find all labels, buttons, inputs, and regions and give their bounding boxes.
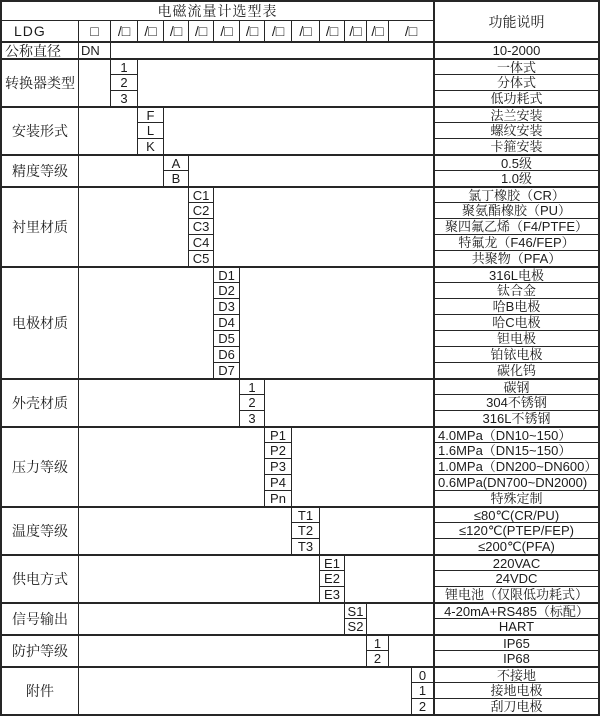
desc-cell: 分体式: [433, 74, 598, 90]
desc-cell: 聚四氟乙烯（F4/PTFE）: [433, 218, 598, 234]
blank-cell: [319, 506, 433, 554]
blank-cell: [366, 602, 433, 634]
model-prefix: LDG: [2, 20, 78, 41]
blank-cell: [291, 426, 433, 506]
group-label: 精度等级: [2, 154, 78, 186]
model-code-slot: /□: [213, 20, 239, 41]
desc-cell: 4-20mA+RS485（标配）: [433, 602, 598, 618]
code-cell: 3: [110, 90, 137, 106]
desc-cell: 铂铱电极: [433, 346, 598, 362]
blank-cell: [78, 154, 163, 186]
code-cell: 2: [411, 698, 433, 714]
code-cell: C5: [188, 250, 213, 266]
desc-cell: 1.6MPa（DN15~150）: [433, 442, 598, 458]
model-code-slot: /□: [110, 20, 137, 41]
code-cell: C4: [188, 234, 213, 250]
model-code-slot: /□: [366, 20, 388, 41]
desc-cell: ≤120℃(PTEP/FEP): [433, 522, 598, 538]
model-code-slot: /□: [188, 20, 213, 41]
blank-cell: [344, 554, 433, 602]
code-cell: C1: [188, 186, 213, 202]
code-cell: 2: [366, 650, 388, 666]
dn-blank: [110, 41, 433, 58]
code-cell: A: [163, 154, 188, 170]
desc-cell: 接地电极: [433, 682, 598, 698]
code-cell: D4: [213, 314, 239, 330]
desc-cell: ≤200℃(PFA): [433, 538, 598, 554]
code-cell: D6: [213, 346, 239, 362]
code-cell: 1: [366, 634, 388, 650]
blank-cell: [78, 58, 110, 106]
model-code-slot: /□: [388, 20, 433, 41]
model-code-slot: /□: [264, 20, 291, 41]
desc-cell: 聚氨酯橡胶（PU）: [433, 202, 598, 218]
function-column-header: 功能说明: [433, 2, 598, 41]
group-label: 外壳材质: [2, 378, 78, 426]
desc-cell: 24VDC: [433, 570, 598, 586]
code-cell: T3: [291, 538, 319, 554]
desc-cell: 低功耗式: [433, 90, 598, 106]
code-cell: P3: [264, 458, 291, 474]
code-cell: P2: [264, 442, 291, 458]
code-cell: 1: [239, 378, 264, 394]
code-cell: D1: [213, 266, 239, 282]
desc-cell: 氯丁橡胶（CR）: [433, 186, 598, 202]
group-label: 信号输出: [2, 602, 78, 634]
code-cell: E1: [319, 554, 344, 570]
code-cell: T1: [291, 506, 319, 522]
code-cell: Pn: [264, 490, 291, 506]
desc-cell: ≤80℃(CR/PU): [433, 506, 598, 522]
code-cell: C3: [188, 218, 213, 234]
desc-cell: 哈C电极: [433, 314, 598, 330]
desc-cell: 螺纹安装: [433, 122, 598, 138]
group-label: 供电方式: [2, 554, 78, 602]
code-cell: D5: [213, 330, 239, 346]
code-cell: P1: [264, 426, 291, 442]
code-cell: E2: [319, 570, 344, 586]
desc-cell: 316L电极: [433, 266, 598, 282]
desc-cell: 碳钢: [433, 378, 598, 394]
code-cell: 1: [411, 682, 433, 698]
desc-cell: IP65: [433, 634, 598, 650]
model-code-slot: /□: [319, 20, 344, 41]
blank-cell: [78, 602, 344, 634]
dn-description: 10-2000: [433, 41, 598, 58]
desc-cell: 钛合金: [433, 282, 598, 298]
code-cell: C2: [188, 202, 213, 218]
blank-cell: [78, 666, 411, 714]
code-cell: S1: [344, 602, 366, 618]
desc-cell: 304不锈钢: [433, 394, 598, 410]
desc-cell: 卡箍安装: [433, 138, 598, 154]
desc-cell: 1.0级: [433, 170, 598, 186]
model-code-slot: /□: [163, 20, 188, 41]
code-cell: S2: [344, 618, 366, 634]
code-cell: 3: [239, 410, 264, 426]
desc-cell: 特氟龙（F46/FEP）: [433, 234, 598, 250]
model-code-box: □: [78, 20, 110, 41]
desc-cell: HART: [433, 618, 598, 634]
desc-cell: 特殊定制: [433, 490, 598, 506]
blank-cell: [78, 634, 366, 666]
desc-cell: 1.0MPa（DN200~DN600）: [433, 458, 598, 474]
blank-cell: [78, 266, 213, 378]
blank-cell: [78, 186, 188, 266]
blank-cell: [78, 378, 239, 426]
group-label: 转换器类型: [2, 58, 78, 106]
model-code-slot: /□: [291, 20, 319, 41]
code-cell: L: [137, 122, 163, 138]
model-code-slot: /□: [239, 20, 264, 41]
blank-cell: [188, 154, 433, 186]
blank-cell: [213, 186, 433, 266]
blank-cell: [137, 58, 433, 106]
group-label: 安装形式: [2, 106, 78, 154]
code-cell: 0: [411, 666, 433, 682]
blank-cell: [264, 378, 433, 426]
desc-cell: 碳化钨: [433, 362, 598, 378]
code-cell: D2: [213, 282, 239, 298]
code-cell: K: [137, 138, 163, 154]
group-label: 电极材质: [2, 266, 78, 378]
code-cell: P4: [264, 474, 291, 490]
desc-cell: 锂电池（仅限低功耗式）: [433, 586, 598, 602]
group-label: 衬里材质: [2, 186, 78, 266]
blank-cell: [78, 554, 319, 602]
group-label: 附件: [2, 666, 78, 714]
model-code-slot: /□: [344, 20, 366, 41]
code-cell: D3: [213, 298, 239, 314]
group-label: 防护等级: [2, 634, 78, 666]
code-cell: B: [163, 170, 188, 186]
blank-cell: [388, 634, 433, 666]
table-title: 电磁流量计选型表: [157, 3, 278, 19]
code-cell: D7: [213, 362, 239, 378]
desc-cell: 0.6MPa(DN700~DN2000): [433, 474, 598, 490]
dn-code: DN: [78, 41, 110, 58]
desc-cell: IP68: [433, 650, 598, 666]
blank-cell: [78, 426, 264, 506]
group-label: 温度等级: [2, 506, 78, 554]
code-cell: T2: [291, 522, 319, 538]
desc-cell: 钽电极: [433, 330, 598, 346]
code-cell: 1: [110, 58, 137, 74]
code-cell: 2: [239, 394, 264, 410]
desc-cell: 316L不锈钢: [433, 410, 598, 426]
desc-cell: 哈B电极: [433, 298, 598, 314]
blank-cell: [239, 266, 433, 378]
code-cell: 2: [110, 74, 137, 90]
desc-cell: 刮刀电极: [433, 698, 598, 714]
blank-cell: [163, 106, 433, 154]
blank-cell: [78, 106, 137, 154]
code-cell: E3: [319, 586, 344, 602]
desc-cell: 法兰安装: [433, 106, 598, 122]
desc-cell: 不接地: [433, 666, 598, 682]
desc-cell: 220VAC: [433, 554, 598, 570]
desc-cell: 0.5级: [433, 154, 598, 170]
dn-label: 公称直径: [2, 41, 78, 58]
group-label: 压力等级: [2, 426, 78, 506]
code-cell: F: [137, 106, 163, 122]
desc-cell: 4.0MPa（DN10~150）: [433, 426, 598, 442]
desc-cell: 一体式: [433, 58, 598, 74]
model-code-slot: /□: [137, 20, 163, 41]
desc-cell: 共聚物（PFA）: [433, 250, 598, 266]
blank-cell: [78, 506, 291, 554]
